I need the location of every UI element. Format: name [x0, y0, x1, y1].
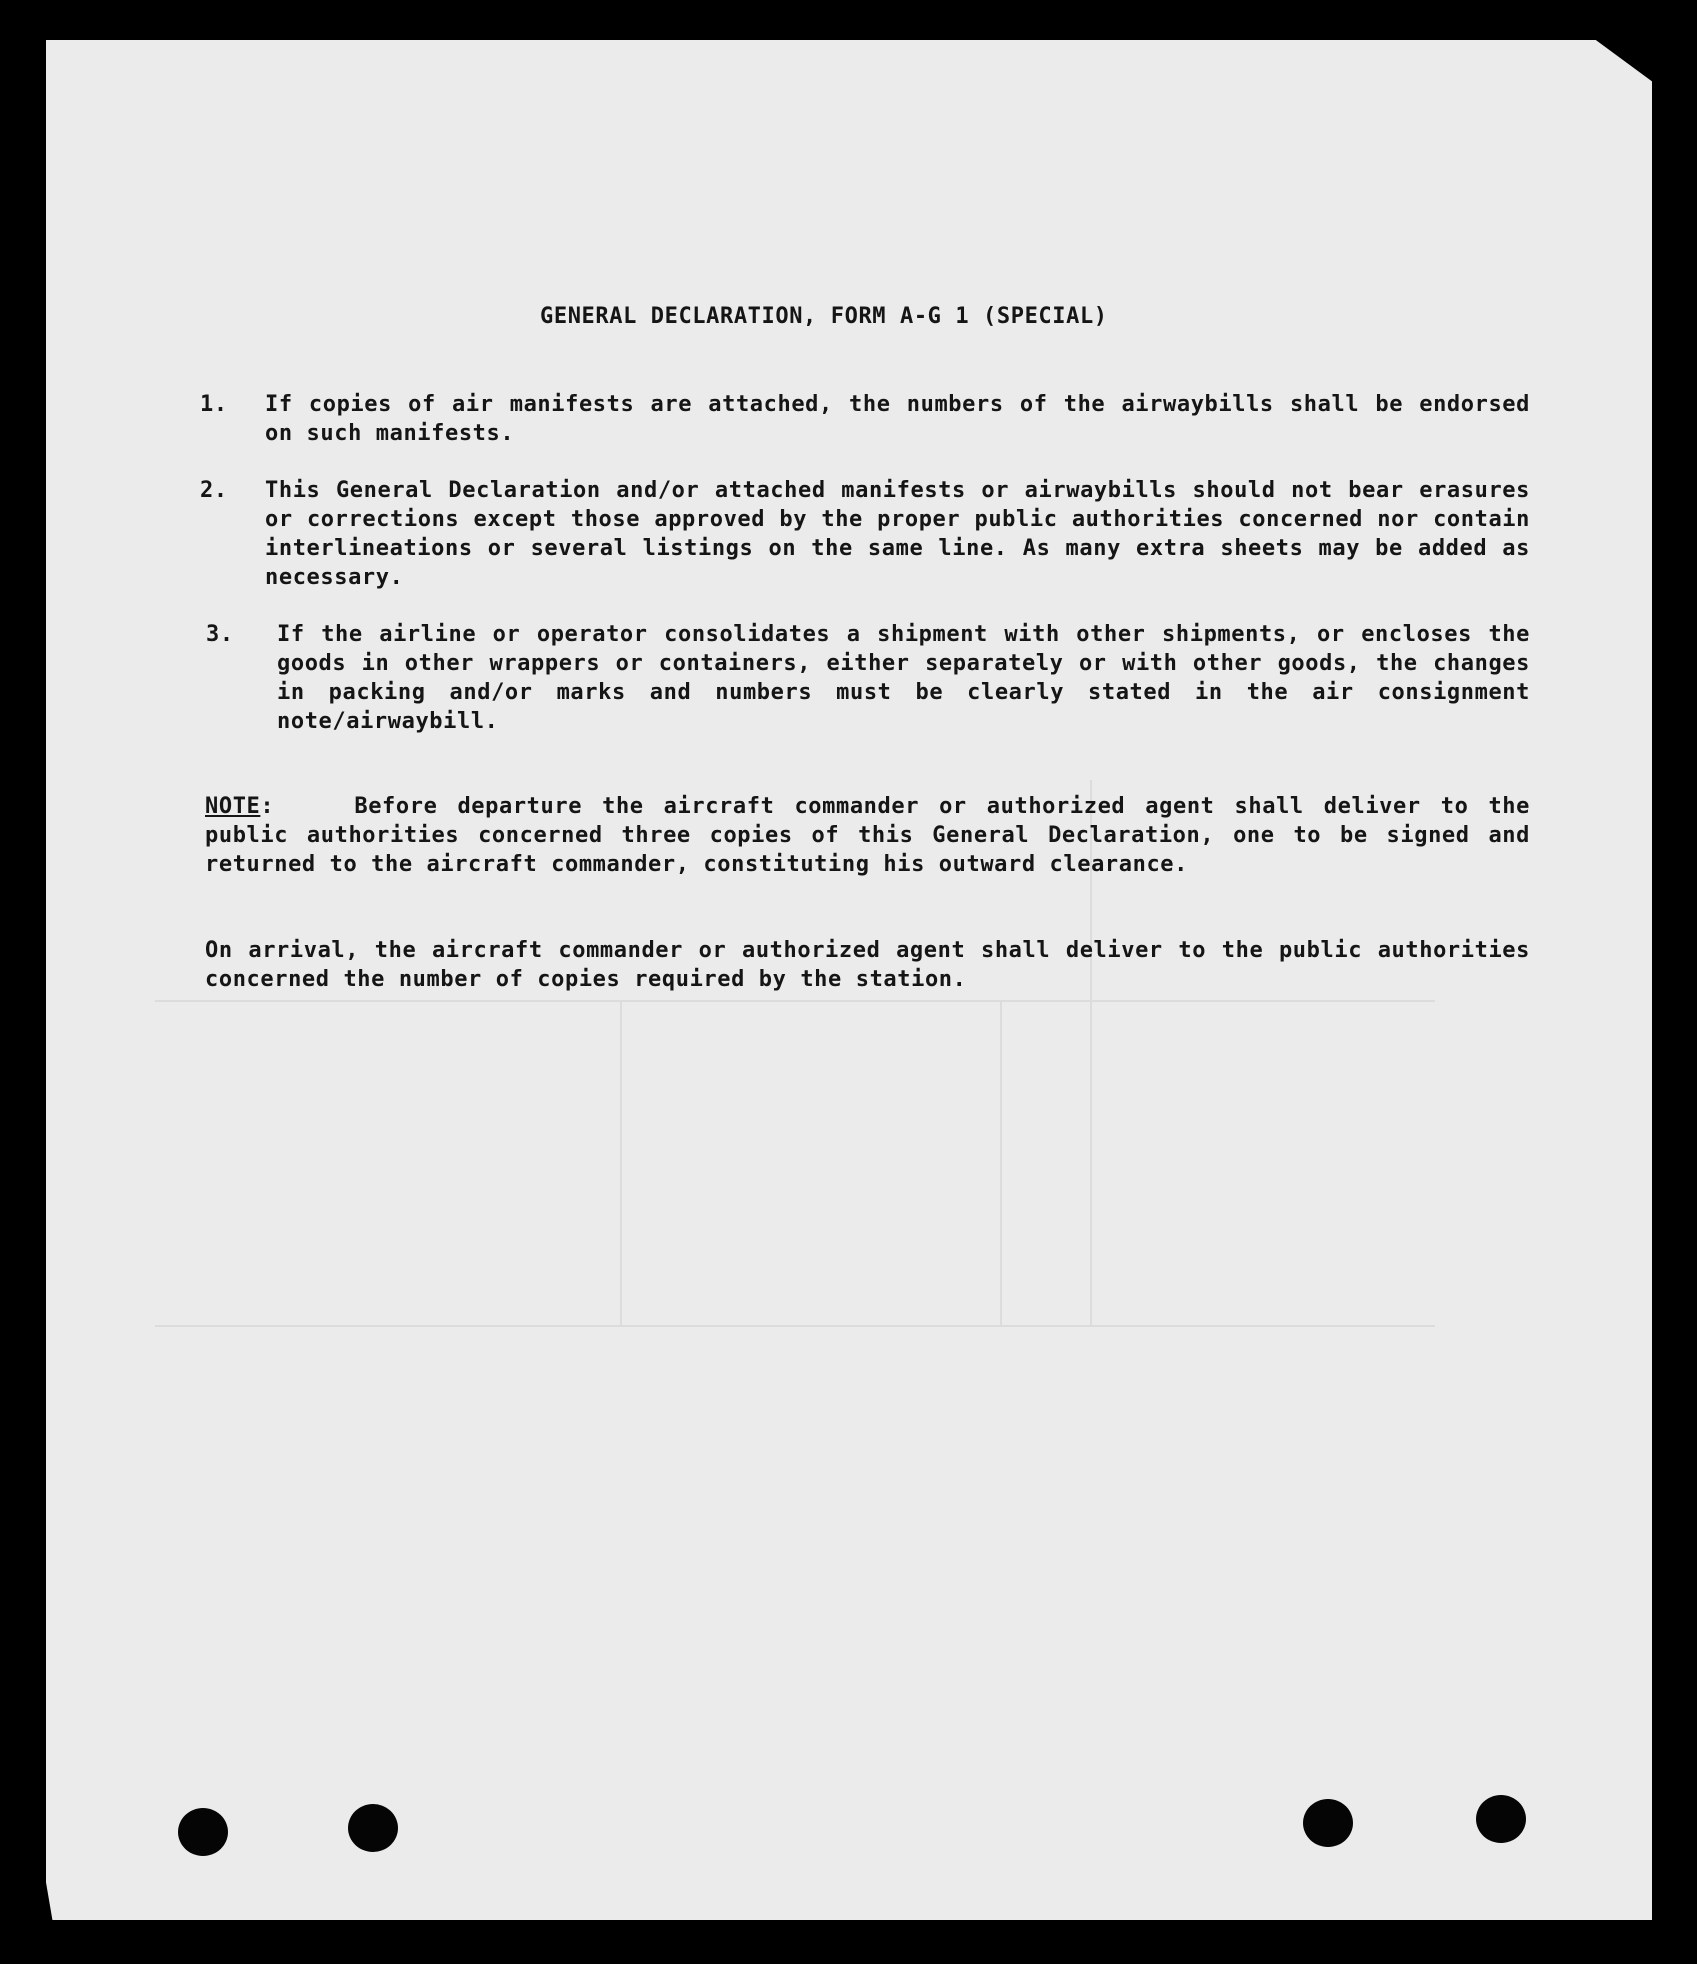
- bleed-through-line: [155, 1325, 1435, 1327]
- document-title: GENERAL DECLARATION, FORM A-G 1 (SPECIAL): [540, 304, 1108, 329]
- punch-hole: [1476, 1795, 1526, 1843]
- list-item: [200, 620, 1530, 736]
- list-item-number: 2.: [200, 478, 228, 503]
- note-colon: :: [260, 794, 355, 819]
- list-item-text: If the airline or operator consolidates a shipment with other shipments, or encloses the goods in other wrappers or containers, either separately or with other goods, the changes in packing and/or marks and numbers must be clearly stated in the air consignment note/airwaybill.: [277, 622, 1530, 734]
- bleed-through-line: [1000, 1000, 1002, 1325]
- note-paragraph: [205, 792, 1530, 879]
- punch-hole: [178, 1808, 228, 1856]
- note-text: Before departure the aircraft commander or authorized agent shall deliver to the public authorities concerned three copies of this General Declaration, one to be signed and returned to the aircraft commander, constituting his outward clearance.: [205, 794, 1530, 877]
- list-item: [200, 390, 1530, 448]
- punch-hole: [348, 1804, 398, 1852]
- list-item-number: 1.: [200, 392, 228, 417]
- list-item: [200, 476, 1530, 592]
- list-item-text: If copies of air manifests are attached, the numbers of the airwaybills shall be endorsed on such manifests.: [265, 392, 1530, 446]
- list-item-number: 3.: [206, 622, 234, 647]
- bleed-through-line: [620, 1000, 622, 1325]
- punch-hole: [1303, 1799, 1353, 1847]
- bleed-through-line: [155, 1000, 1435, 1002]
- list-item-text: This General Declaration and/or attached manifests or airwaybills should not bear erasures or corrections except those approved by the proper public authorities concerned nor contain interlineations or several listings on the same line. As many extra sheets may be added as necessary.: [265, 478, 1530, 590]
- note-heading: NOTE: [205, 794, 261, 819]
- arrival-paragraph: On arrival, the aircraft commander or authorized agent shall deliver to the public authorities concerned the number of copies required by the station.: [205, 938, 1530, 992]
